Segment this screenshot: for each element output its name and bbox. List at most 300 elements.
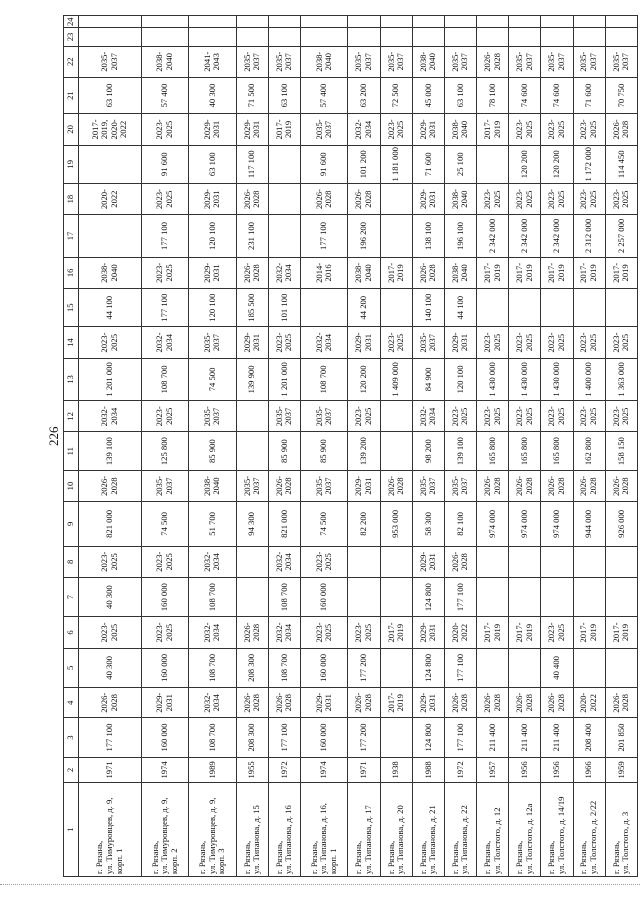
table-cell: 94 300: [236, 502, 268, 546]
table-cell: [605, 289, 637, 327]
table-cell: [605, 577, 637, 616]
table-cell: [268, 145, 300, 183]
table-cell: 974 000: [509, 502, 541, 546]
table-cell: [79, 215, 142, 257]
bottom-margin-line: [0, 884, 640, 886]
table-cell: 2032- 2034: [268, 546, 300, 577]
table-cell: 2023- 2025: [141, 401, 188, 432]
table-cell: 2038- 2040: [300, 46, 347, 77]
table-cell: 2038- 2040: [348, 257, 380, 288]
table-cell: 2029- 2031: [444, 327, 476, 358]
table-row: [412, 16, 444, 877]
table-cell: 63 100: [189, 145, 236, 183]
column-number: 22: [64, 46, 79, 77]
table-cell: 1 201 000: [79, 358, 142, 400]
table-cell: 160 000: [300, 718, 347, 757]
table-cell: 82 200: [348, 502, 380, 546]
table-cell: 108 700: [189, 648, 236, 687]
table-cell: 1 430 000: [509, 358, 541, 400]
table-row: [477, 16, 509, 877]
table-cell: 2023- 2025: [141, 114, 188, 145]
table-cell: 124 800: [412, 648, 444, 687]
table-cell: 2017- 2019: [541, 257, 573, 288]
table-cell: 114 450: [605, 145, 637, 183]
table-cell: 208 300: [236, 648, 268, 687]
table-cell: [268, 183, 300, 214]
table-cell: 2032- 2034: [189, 688, 236, 718]
table-cell: 71 600: [412, 145, 444, 183]
table-cell: 63 200: [348, 77, 380, 113]
table-cell: 211 400: [541, 718, 573, 757]
table-cell: 1956: [509, 757, 541, 782]
table-cell: [348, 546, 380, 577]
table-cell: 2029- 2031: [189, 114, 236, 145]
table-cell: [477, 16, 509, 28]
table-row: [300, 16, 347, 877]
table-cell: 2035- 2037: [444, 46, 476, 77]
table-cell: 1 363 000: [605, 358, 637, 400]
table-cell: 177 100: [141, 289, 188, 327]
table-cell: [477, 546, 509, 577]
table-cell: [444, 28, 476, 46]
table-cell: 51 700: [189, 502, 236, 546]
table-cell: 2032- 2034: [268, 617, 300, 648]
table-cell: [268, 28, 300, 46]
table-cell: 162 800: [573, 432, 605, 470]
table-cell: 2035- 2037: [300, 114, 347, 145]
table-cell: 140 100: [412, 289, 444, 327]
table-cell: 2023- 2025: [605, 327, 637, 358]
table-cell: 2023- 2025: [477, 183, 509, 214]
table-cell: [380, 183, 412, 214]
column-number: 5: [64, 648, 79, 687]
table-cell: 2026- 2028: [444, 688, 476, 718]
table-cell: [380, 718, 412, 757]
table-cell: 160 000: [300, 577, 347, 616]
table-cell: 120 200: [541, 145, 573, 183]
table-cell: 1 400 000: [573, 358, 605, 400]
address-cell: г. Рязань, ул. Типанова, д. 16: [268, 783, 300, 877]
column-number-row: [64, 16, 79, 877]
table-cell: 70 750: [605, 77, 637, 113]
table-cell: 2026- 2028: [236, 688, 268, 718]
table-cell: 165 800: [541, 432, 573, 470]
table-cell: 1989: [189, 757, 236, 782]
table-cell: 40 300: [79, 648, 142, 687]
table-cell: 2023- 2025: [79, 617, 142, 648]
table-cell: 120 200: [348, 358, 380, 400]
table-cell: 2023- 2025: [380, 114, 412, 145]
column-number: 23: [64, 28, 79, 46]
table-cell: 2035- 2037: [300, 470, 347, 501]
table-cell: [573, 16, 605, 28]
table-cell: [541, 577, 573, 616]
table-cell: 2017- 2019: [380, 688, 412, 718]
table-cell: 2032- 2034: [141, 327, 188, 358]
table-cell: 25 100: [444, 145, 476, 183]
table-row: [79, 16, 142, 877]
table-cell: 2032- 2034: [412, 401, 444, 432]
table-cell: 2017- 2019: [477, 114, 509, 145]
column-number: 2: [64, 757, 79, 782]
table-cell: [380, 546, 412, 577]
address-cell: г. Рязань, ул. Тимуровцев, д. 9, корп. 1: [79, 783, 142, 877]
table-cell: 2023- 2025: [268, 327, 300, 358]
column-number: 14: [64, 327, 79, 358]
table-cell: 85 900: [189, 432, 236, 470]
column-number: 1: [64, 783, 79, 877]
table-cell: 160 000: [141, 648, 188, 687]
table-cell: 208 400: [573, 718, 605, 757]
table-cell: 2035- 2037: [268, 46, 300, 77]
table-cell: 2023- 2025: [541, 617, 573, 648]
table-row: [380, 16, 412, 877]
table-cell: [380, 401, 412, 432]
table-cell: [573, 648, 605, 687]
table-row: [444, 16, 476, 877]
table-cell: 160 000: [300, 648, 347, 687]
table-cell: [380, 215, 412, 257]
table-cell: 2035- 2037: [189, 327, 236, 358]
table-cell: 231 100: [236, 215, 268, 257]
table-cell: [541, 546, 573, 577]
table-cell: 74 500: [141, 502, 188, 546]
table-cell: 120 100: [444, 358, 476, 400]
table-cell: 2023- 2025: [573, 401, 605, 432]
column-number: 10: [64, 470, 79, 501]
table-cell: 2026- 2028: [541, 688, 573, 718]
repair-schedule-table: [63, 15, 638, 877]
table-cell: 2023- 2025: [573, 183, 605, 214]
table-cell: 2035- 2037: [141, 470, 188, 501]
table-cell: [79, 28, 142, 46]
table-cell: 2017- 2019: [477, 257, 509, 288]
table-cell: 177 100: [141, 215, 188, 257]
table-cell: 2017- 2019: [477, 617, 509, 648]
table-cell: 2023- 2025: [477, 401, 509, 432]
table-cell: 2023- 2025: [509, 183, 541, 214]
table-cell: [348, 16, 380, 28]
table-cell: [509, 289, 541, 327]
table-cell: 177 100: [268, 718, 300, 757]
table-cell: 2017- 2019: [573, 257, 605, 288]
table-cell: 91 600: [141, 145, 188, 183]
address-cell: г. Рязань, ул. Толстого, д. 3: [605, 783, 637, 877]
column-number: 6: [64, 617, 79, 648]
rotated-page: [63, 15, 638, 877]
table-cell: [79, 145, 142, 183]
table-cell: 2023- 2025: [509, 327, 541, 358]
address-cell: г. Рязань, ул. Толстого, д. 14/19: [541, 783, 573, 877]
table-cell: [380, 289, 412, 327]
table-cell: 208 300: [236, 718, 268, 757]
table-cell: 2029- 2031: [412, 617, 444, 648]
table-cell: 2023- 2025: [300, 546, 347, 577]
table-cell: 2038- 2040: [444, 257, 476, 288]
table-cell: 2035- 2037: [444, 470, 476, 501]
table-cell: 98 200: [412, 432, 444, 470]
column-number: 4: [64, 688, 79, 718]
table-cell: 2023- 2025: [444, 401, 476, 432]
table-cell: 2026- 2028: [477, 470, 509, 501]
table-cell: 101 200: [348, 145, 380, 183]
table-cell: 74 500: [189, 358, 236, 400]
table-cell: 2035- 2037: [412, 327, 444, 358]
table-cell: 120 200: [509, 145, 541, 183]
table-cell: 177 100: [444, 718, 476, 757]
table-cell: [380, 648, 412, 687]
table-cell: 108 700: [189, 718, 236, 757]
page-number: 226: [46, 426, 61, 446]
table-cell: 2029- 2031: [300, 688, 347, 718]
table-cell: 120 100: [189, 215, 236, 257]
table-cell: 2023- 2025: [141, 546, 188, 577]
table-cell: [509, 28, 541, 46]
table-cell: 201 850: [605, 718, 637, 757]
table-cell: 2026- 2028: [268, 688, 300, 718]
table-cell: 139 900: [236, 358, 268, 400]
table-cell: 44 200: [348, 289, 380, 327]
table-cell: 2023- 2025: [541, 183, 573, 214]
table-cell: [348, 28, 380, 46]
table-cell: 1972: [268, 757, 300, 782]
table-cell: 2023- 2025: [541, 401, 573, 432]
table-cell: 177 200: [348, 718, 380, 757]
table-cell: 2035- 2037: [412, 470, 444, 501]
table-cell: [236, 16, 268, 28]
table-cell: 165 800: [509, 432, 541, 470]
table-cell: 2026- 2028: [605, 114, 637, 145]
table-cell: 160 000: [141, 577, 188, 616]
table-cell: [189, 28, 236, 46]
table-cell: 1974: [300, 757, 347, 782]
table-cell: [605, 648, 637, 687]
table-cell: [509, 16, 541, 28]
table-cell: 2023- 2025: [605, 401, 637, 432]
address-cell: г. Рязань, ул. Типанова, д. 21: [412, 783, 444, 877]
table-cell: 2026- 2028: [541, 470, 573, 501]
column-number: 15: [64, 289, 79, 327]
table-cell: [477, 289, 509, 327]
address-cell: г. Рязань, ул. Тимуровцев, д. 9, корп. 2: [141, 783, 188, 877]
table-row: [189, 16, 236, 877]
table-cell: 2026- 2028: [605, 470, 637, 501]
table-cell: 2035- 2037: [236, 46, 268, 77]
table-cell: 84 900: [412, 358, 444, 400]
column-number: 20: [64, 114, 79, 145]
table-cell: 2017- 2019: [605, 257, 637, 288]
table-cell: 160 000: [141, 718, 188, 757]
table-cell: 1957: [477, 757, 509, 782]
table-cell: 2023- 2025: [79, 546, 142, 577]
table-cell: 2035- 2037: [509, 46, 541, 77]
table-cell: 1 409 000: [380, 358, 412, 400]
table-cell: 2014- 2016: [300, 257, 347, 288]
table-cell: 45 000: [412, 77, 444, 113]
table-cell: [605, 546, 637, 577]
table-cell: 2020- 2022: [79, 183, 142, 214]
table-cell: 2023- 2025: [79, 327, 142, 358]
column-number: 8: [64, 546, 79, 577]
table-cell: 2026- 2028: [236, 183, 268, 214]
table-cell: [573, 546, 605, 577]
table-cell: 2032- 2034: [189, 546, 236, 577]
table-cell: 139 200: [348, 432, 380, 470]
table-cell: [236, 401, 268, 432]
table-cell: [477, 145, 509, 183]
table-cell: 2029- 2031: [348, 470, 380, 501]
address-cell: г. Рязань, ул. Толстого, д. 12: [477, 783, 509, 877]
table-cell: 139 100: [444, 432, 476, 470]
table-row: [541, 16, 573, 877]
table-cell: 57 400: [300, 77, 347, 113]
table-cell: [268, 215, 300, 257]
table-cell: [380, 432, 412, 470]
table-cell: 2026- 2028: [605, 688, 637, 718]
table-cell: [477, 28, 509, 46]
table-cell: 165 800: [477, 432, 509, 470]
table-cell: 2017- 2019: [380, 257, 412, 288]
table-cell: [380, 577, 412, 616]
table-cell: 2023- 2025: [509, 114, 541, 145]
table-cell: 211 400: [477, 718, 509, 757]
table-cell: 72 500: [380, 77, 412, 113]
table-cell: 1 201 000: [268, 358, 300, 400]
table-cell: 953 000: [380, 502, 412, 546]
table-row: [348, 16, 380, 877]
table-cell: 1966: [573, 757, 605, 782]
table-cell: 2026- 2028: [348, 688, 380, 718]
table-cell: 2017- 2019: [605, 617, 637, 648]
table-cell: 177 200: [348, 648, 380, 687]
table-cell: 2017- 2019: [509, 617, 541, 648]
table-row: [509, 16, 541, 877]
table-cell: 108 700: [268, 577, 300, 616]
table-cell: [236, 546, 268, 577]
table-cell: [189, 16, 236, 28]
table-cell: 2026- 2028: [509, 688, 541, 718]
table-cell: 2032- 2034: [79, 401, 142, 432]
table-cell: 2029- 2031: [189, 257, 236, 288]
table-cell: 2038- 2040: [189, 470, 236, 501]
table-row: [268, 16, 300, 877]
table-cell: 185 500: [236, 289, 268, 327]
table-cell: [605, 28, 637, 46]
table-cell: 926 000: [605, 502, 637, 546]
table-cell: 2035- 2037: [300, 401, 347, 432]
table-cell: 2038- 2040: [444, 183, 476, 214]
table-cell: [380, 28, 412, 46]
address-cell: г. Рязань, ул. Толстого, д. 12а: [509, 783, 541, 877]
table-cell: 2023- 2025: [348, 401, 380, 432]
table-cell: 177 100: [300, 215, 347, 257]
table-cell: 2023- 2025: [380, 327, 412, 358]
table-cell: 1 172 000: [573, 145, 605, 183]
table-cell: 74 500: [300, 502, 347, 546]
table-cell: 108 700: [189, 577, 236, 616]
table-cell: 138 100: [412, 215, 444, 257]
table-cell: [541, 28, 573, 46]
table-cell: [300, 289, 347, 327]
table-cell: 177 100: [444, 577, 476, 616]
table-cell: 2023- 2025: [348, 617, 380, 648]
table-cell: 108 700: [268, 648, 300, 687]
table-cell: 2026- 2028: [380, 470, 412, 501]
table-cell: 2023- 2025: [573, 327, 605, 358]
table-cell: 2029- 2031: [236, 327, 268, 358]
table-cell: [509, 577, 541, 616]
table-cell: 2035- 2037: [236, 470, 268, 501]
table-cell: 196 200: [348, 215, 380, 257]
table-cell: 2029- 2031: [141, 688, 188, 718]
table-cell: 2035- 2037: [79, 46, 142, 77]
table-cell: 63 100: [444, 77, 476, 113]
table-cell: [412, 28, 444, 46]
column-number: 3: [64, 718, 79, 757]
table-cell: 108 700: [141, 358, 188, 400]
column-number: 7: [64, 577, 79, 616]
table-cell: [541, 289, 573, 327]
table-cell: [573, 577, 605, 616]
table-cell: 2035- 2037: [268, 401, 300, 432]
table-cell: [380, 16, 412, 28]
table-cell: [141, 28, 188, 46]
table-cell: 40 300: [79, 577, 142, 616]
table-cell: 974 000: [541, 502, 573, 546]
table-cell: [268, 16, 300, 28]
table-cell: 2026- 2028: [348, 183, 380, 214]
table-cell: 40 300: [189, 77, 236, 113]
table-row: [573, 16, 605, 877]
table-cell: 1974: [141, 757, 188, 782]
table-cell: 177 100: [444, 648, 476, 687]
table-cell: [509, 546, 541, 577]
table-cell: 44 100: [79, 289, 142, 327]
table-cell: 85 900: [300, 432, 347, 470]
table-cell: 944 000: [573, 502, 605, 546]
table-cell: [573, 28, 605, 46]
table-cell: [348, 577, 380, 616]
table-cell: 1971: [79, 757, 142, 782]
address-cell: г. Рязань, ул. Типанова, д. 16, корп. 1: [300, 783, 347, 877]
table-cell: 1 181 000: [380, 145, 412, 183]
table-cell: 2017- 2019: [380, 617, 412, 648]
table-cell: 63 100: [79, 77, 142, 113]
table-cell: 2023- 2025: [605, 183, 637, 214]
table-cell: 1938: [380, 757, 412, 782]
column-number: 13: [64, 358, 79, 400]
table-cell: 2029- 2031: [412, 546, 444, 577]
table-cell: 2023- 2025: [541, 327, 573, 358]
table-cell: 120 100: [189, 289, 236, 327]
table-cell: 124 800: [412, 718, 444, 757]
table-cell: 2026- 2028: [236, 257, 268, 288]
table-cell: 125 800: [141, 432, 188, 470]
address-cell: г. Рязань, ул. Типанова, д. 20: [380, 783, 412, 877]
table-cell: 2023- 2025: [141, 183, 188, 214]
table-cell: 58 300: [412, 502, 444, 546]
table-cell: 2023- 2025: [509, 401, 541, 432]
table-cell: 44 100: [444, 289, 476, 327]
table-cell: 124 800: [412, 577, 444, 616]
table-cell: 2029- 2031: [236, 114, 268, 145]
table-cell: 91 600: [300, 145, 347, 183]
table-cell: [477, 648, 509, 687]
table-cell: 2038- 2040: [412, 46, 444, 77]
table-cell: [412, 16, 444, 28]
table-cell: 2023- 2025: [141, 617, 188, 648]
table-cell: 2023- 2025: [541, 114, 573, 145]
